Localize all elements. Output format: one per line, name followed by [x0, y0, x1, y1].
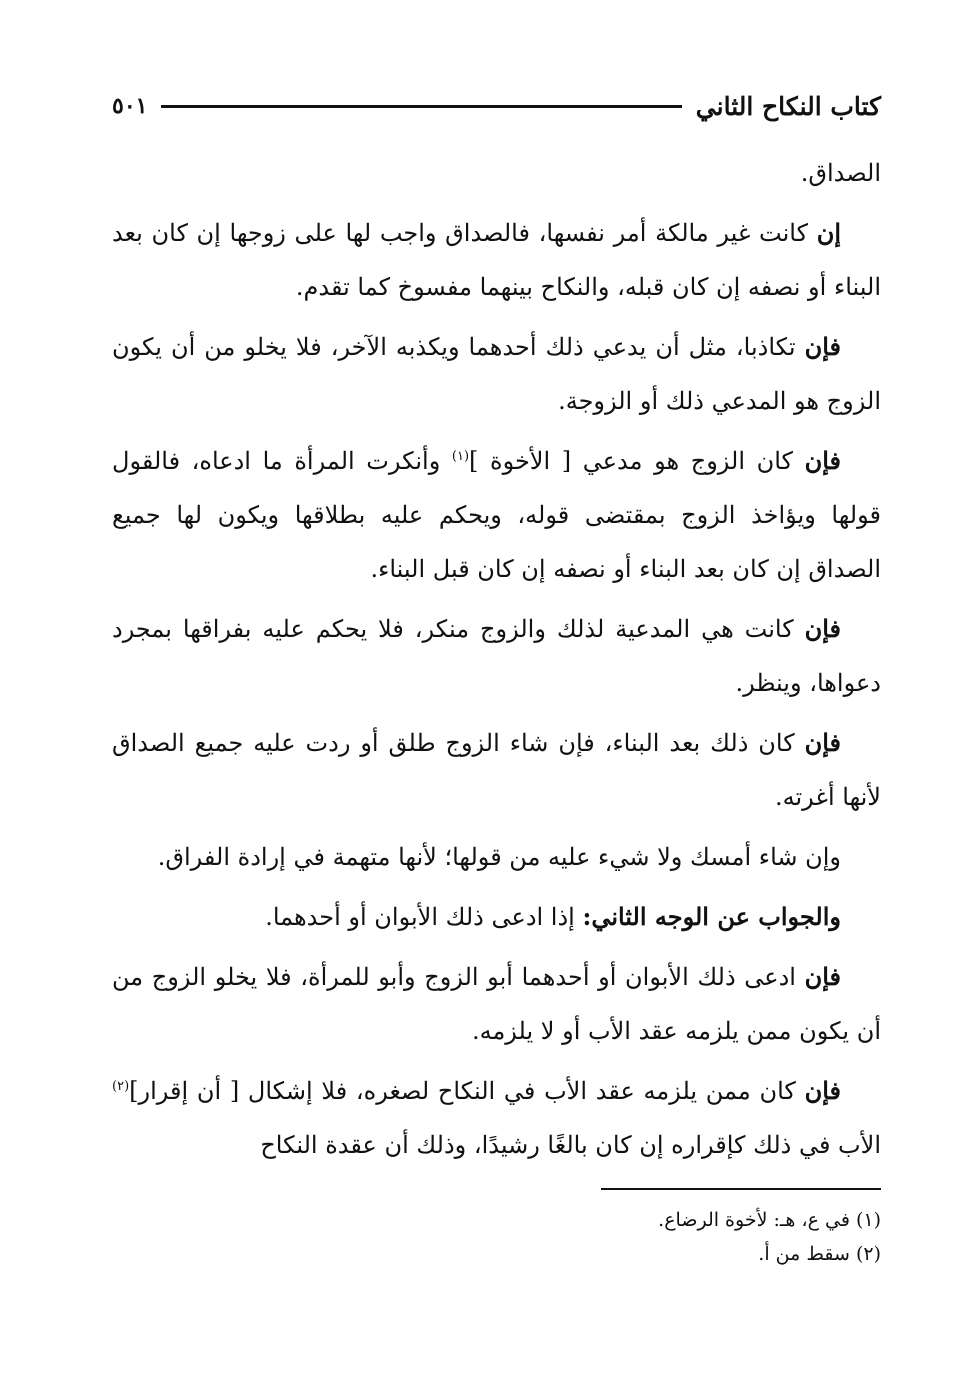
header-rule: [161, 105, 681, 108]
paragraph-lead: فإن: [804, 1076, 841, 1105]
footnote: (٢) سقط من أ.: [758, 1243, 881, 1265]
paragraph-text: إذا ادعى ذلك الأبوان أو أحدهما.: [265, 903, 583, 931]
paragraph-text: تكاذبا، مثل أن يدعي ذلك أحدهما ويكذبه الآخر، فلا يخلو من أن يكون الزوج هو المدعي ذلك أو الزوجة.: [112, 333, 881, 415]
paragraph: [112, 830, 881, 884]
paragraph-lead: فإن: [804, 962, 841, 991]
paragraph-text: كانت هي المدعية لذلك والزوج منكر، فلا يحكم عليه بفراقها بمجرد دعواها، وينظر.: [112, 615, 881, 697]
paragraph-text-cont: الأب في ذلك كإقراره إن كان بالغًا رشيدًا، وذلك أن عقدة النكاح: [260, 1131, 881, 1159]
paragraph-text-cont: وأنكرت المرأة ما ادعاه، فالقول قولها ويؤاخذ الزوج بمقتضى قوله، ويحكم عليه بطلاقها ويكون لها جميع الصداق إن كان بعد البناء أو نصفه إن كان قبل البناء.: [112, 447, 881, 583]
paragraph: [112, 434, 881, 596]
paragraph-text: كانت غير مالكة أمر نفسها، فالصداق واجب لها على زوجها إن كان بعد البناء أو نصفه إن كان قبله، والنكاح بينهما مفسوخ كما تقدم.: [112, 219, 881, 301]
footnote-ref: (١): [451, 449, 470, 464]
footnote-ref: (٢): [112, 1079, 130, 1094]
paragraph: [112, 206, 881, 314]
footnotes: [112, 1203, 881, 1271]
paragraph-text: وإن شاء أمسك ولا شيء عليه من قولها؛ لأنها متهمة في إرادة الفراق.: [157, 843, 841, 871]
paragraph: [112, 716, 881, 824]
paragraph-text: كان ذلك بعد البناء، فإن شاء الزوج طلق أو ردت عليه جميع الصداق لأنها أغرته.: [112, 729, 881, 811]
paragraph-text: كان الزوج هو مدعي [ الأخوة ]: [469, 447, 805, 475]
paragraph: [112, 890, 881, 944]
paragraph-lead: إن: [816, 218, 841, 247]
paragraph-lead: فإن: [804, 614, 841, 643]
footnote-rule: [601, 1188, 881, 1190]
paragraph-lead: فإن: [804, 728, 841, 757]
paragraph: [112, 320, 881, 428]
paragraph-lead: فإن: [804, 332, 841, 361]
paragraph-text: ادعى ذلك الأبوان أو أحدهما أبو الزوج وأبو للمرأة، فلا يخلو الزوج من أن يكون ممن يلزمه عقد الأب أو لا يلزمه.: [112, 963, 881, 1045]
main-text: [112, 146, 881, 1178]
paragraph-text: الصداق.: [800, 159, 881, 187]
book-title: كتاب النكاح الثاني: [695, 91, 881, 121]
page-header: [112, 86, 881, 126]
paragraph-lead: فإن: [804, 446, 841, 475]
paragraph-lead: والجواب عن الوجه الثاني:: [582, 902, 841, 931]
paragraph: [112, 950, 881, 1058]
paragraph-text: كان ممن يلزمه عقد الأب في النكاح لصغره، فلا إشكال [ أن إقرار]: [129, 1077, 805, 1105]
paragraph: [112, 1064, 881, 1172]
paragraph: [112, 146, 881, 200]
page-number: ٥٠١: [112, 93, 148, 119]
footnote: (١) في ع، هـ: لأخوة الرضاع.: [658, 1209, 881, 1231]
paragraph: [112, 602, 881, 710]
